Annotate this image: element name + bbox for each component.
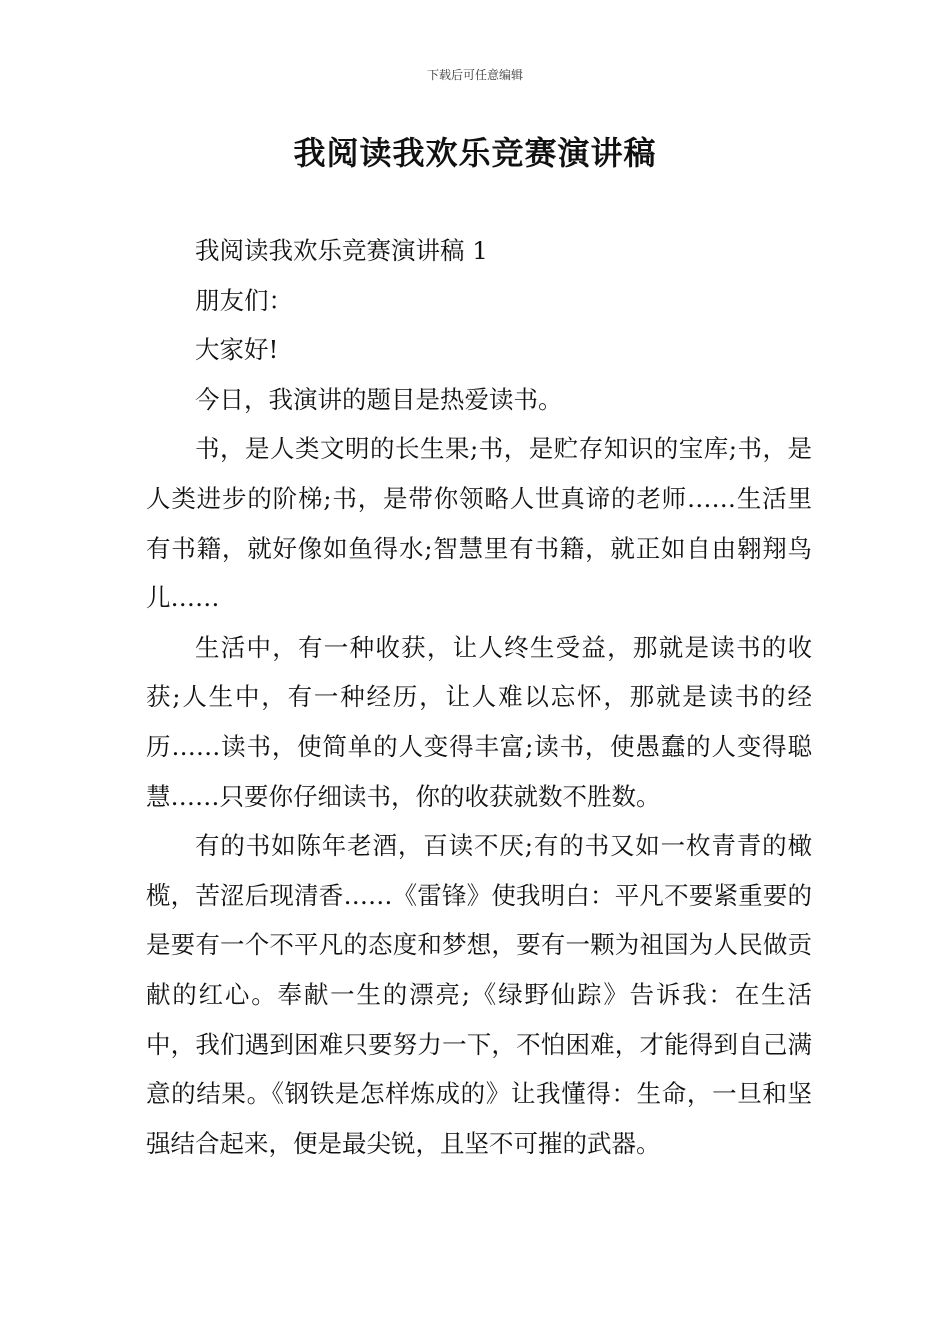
paragraph-greeting: 大家好! — [195, 335, 279, 365]
paragraph-body-2: 生活中，有一种收获，让人终生受益，那就是读书的收获;人生中，有一种经历，让人难以忘怀，那就是读书的经历……读书，使简单的人变得丰富;读书，使愚蠢的人变得聪慧……只要你仔细读书，你的收获就数不胜数。 — [146, 632, 812, 811]
paragraph-topic: 今日，我演讲的题目是热爱读书。 — [195, 384, 563, 414]
document-body — [146, 226, 812, 1168]
paragraph-body-3: 有的书如陈年老酒，百读不厌;有的书又如一枚青青的橄榄，苦涩后现清香……《雷锋》使我明白：平凡不要紧重要的是要有一个不平凡的态度和梦想，要有一颗为祖国为人民做贡献的红心。奉献一生的漂亮;《绿野仙踪》告诉我：在生活中，我们遇到困难只要努力一下，不怕困难，才能得到自己满意的结果。《钢铁是怎样炼成的》让我懂得：生命，一旦和坚强结合起来，便是最尖锐，且坚不可摧的武器。 — [146, 831, 812, 1158]
paragraph-salutation: 朋友们： — [195, 285, 293, 315]
document-title: 我阅读我欢乐竞赛演讲稿 — [293, 134, 657, 172]
header-note: 下载后可任意编辑 — [426, 68, 523, 82]
paragraph-subtitle: 我阅读我欢乐竞赛演讲稿 1 — [195, 236, 488, 265]
paragraph-body-1: 书，是人类文明的长生果;书，是贮存知识的宝库;书，是人类进步的阶梯;书，是带你领略人世真谛的老师……生活里有书籍，就好像如鱼得水;智慧里有书籍，就正如自由翱翔鸟儿…… — [146, 434, 812, 613]
